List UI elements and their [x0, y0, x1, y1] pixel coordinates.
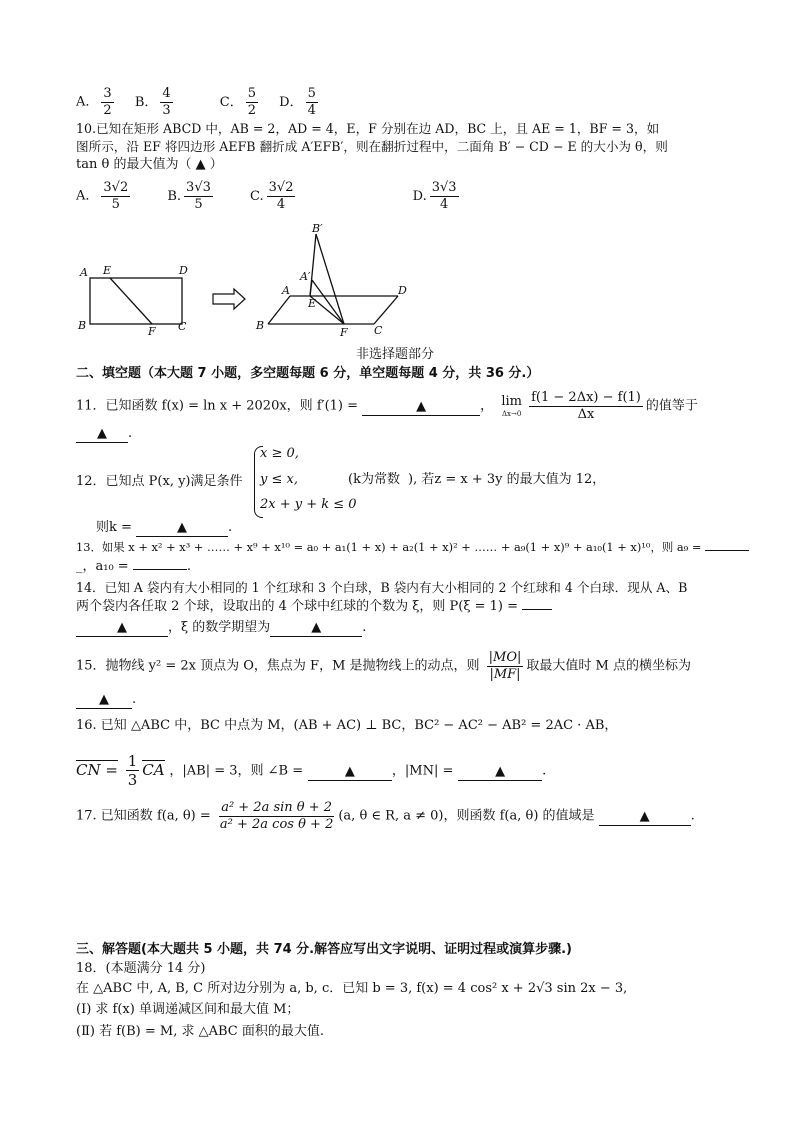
q10-figure [76, 222, 436, 342]
q12-line2: 则k = ▲ . [96, 520, 232, 537]
q10-option-b-label: B. [167, 188, 182, 204]
label-right-c: C [374, 324, 383, 337]
q10-option-b-fraction: $\frac{3√3}{5}$ [186, 180, 211, 212]
q14-line1: 14．已知 A 袋内有大小相同的 1 个红球和 3 个白球，B 袋内有大小相同的 2 个红球和 4 个白球．现从 A、B [76, 580, 688, 595]
q13-line1-text: 13．如果 x + x² + x³ + …… + x⁹ + x¹⁰ = a₀ + a₁(1 + x) + a₂(1 + x)² + …… + a₉(1 + x)⁹ + a₁₀(1 + x)¹⁰，则 a₉ = [76, 540, 702, 554]
label-right-b: B [256, 319, 265, 332]
q12-line2-text: 则k = [96, 520, 132, 535]
section2-title: 二、填空题（本大题 7 小题，多空题每题 6 分，单空题每题 4 分，共 36 分.） [76, 366, 540, 381]
q11-blank-1: ▲ [362, 399, 480, 416]
q11-line2: ▲ . [76, 426, 132, 443]
q10-options [76, 180, 462, 212]
q16-mn: ，|MN| = [391, 763, 454, 779]
q16-line2: CN = $\frac{1}{3}$ CA ，|AB| = 3，则 ∠B = ▲ ，|MN| = ▲ . [76, 752, 547, 789]
q11-lim-sub: Δx→0 [501, 409, 522, 418]
q15-post: 取最大值时 M 点的横坐标为 [526, 658, 691, 674]
label-left-b: B [78, 319, 87, 332]
figure-right-folded [268, 234, 398, 324]
q9-option-d-fraction: $\frac{5}{4}$ [307, 86, 316, 118]
q14-blank-1a [522, 609, 552, 610]
q10-option-d-fraction: $\frac{3√3}{4}$ [431, 180, 457, 212]
q17-blank: ▲ [599, 809, 691, 826]
q14-line2-text: 两个袋内各任取 2 个球，设取出的 4 个球中红球的个数为 ξ，则 P(ξ = 1) = [76, 599, 519, 614]
q13-line2a: _，a₁₀ = [76, 559, 129, 574]
q15-line2: ▲ . [76, 692, 136, 709]
q13-blank-a9 [705, 550, 749, 551]
q16-vector-cn: CN = [76, 760, 118, 779]
q11-lim-word: lim [501, 393, 522, 409]
q18-line1: 在 △ABC 中, A, B, C 所对边分别为 a, b, c．已知 b = 3, f(x) = 4 cos² x + 2√3 sin 2x − 3, [76, 981, 628, 996]
q9-option-b-label: B． [134, 94, 158, 110]
label-right-a-prime: A′ [300, 270, 311, 283]
edge-b-prime-f [316, 234, 344, 324]
q18-head: 18．(本题满分 14 分) [76, 961, 206, 976]
q14-line2 [76, 599, 552, 615]
label-right-e: E [308, 297, 317, 310]
label-right-b-prime: B′ [312, 222, 323, 235]
q10-option-a-label: A． [76, 188, 99, 204]
q11-post: 的值等于 [645, 398, 698, 414]
q11-limit [501, 394, 522, 419]
q12-condition-3: 2x + y + k ≤ 0 [260, 497, 357, 512]
q17-line: 17. 已知函数 f(a, θ) = $\frac{\text{a² + 2a sin θ + 2}}{\text{a² + 2a cos θ + 2}}$ (a, θ ∈ R, a ≠ 0)，则函数 f(a, θ) 的值域是 ▲ . [76, 800, 695, 832]
label-left-d: D [179, 264, 188, 277]
q15-line1 [76, 650, 691, 682]
q11-blank-2: ▲ [76, 426, 128, 443]
q12-condition-1: x ≥ 0, [260, 446, 299, 461]
q18-part2: (Ⅱ) 若 f(B) = M, 求 △ABC 面积的最大值. [76, 1024, 325, 1039]
q17-pre: 17. 已知函数 f(a, θ) = [76, 808, 211, 824]
label-left-a: A [80, 266, 88, 279]
q14-line3-mid: ，ξ 的数学期望为 [168, 620, 271, 635]
label-left-e: E [103, 264, 112, 277]
nonchoice-section-label: 非选择题部分 [356, 347, 435, 362]
label-right-f: F [340, 326, 348, 339]
label-right-d: D [398, 284, 407, 297]
q11-pre: 11．已知函数 f(x) = ln x + 2020x，则 f′(1) = [76, 398, 359, 414]
q13-blank-a10 [133, 569, 187, 570]
q11-fraction: $\frac{f(1 - 2\Delta x) - f(1)}{\Delta x}$ [531, 390, 641, 422]
q16-line1: 16. 已知 △ABC 中，BC 中点为 M，(AB + AC) ⊥ BC，BC² − AC² − AB² = 2AC · AB， [76, 718, 618, 733]
q14-line3: ▲ ，ξ 的数学期望为 ▲ . [76, 620, 366, 637]
q14-blank-2: ▲ [270, 620, 362, 637]
q16-vector-ca: CA [142, 760, 165, 779]
fold-line-ef [110, 278, 152, 324]
q16-blank-angle: ▲ [308, 764, 392, 781]
q15-pre: 15．抛物线 y² = 2x 顶点为 O，焦点为 F，M 是抛物线上的动点，则 [76, 658, 480, 674]
q10-line1: 10.已知在矩形 ABCD 中，AB = 2，AD = 4，E，F 分别在边 AD，BC 上，且 AE = 1，BF = 3，如 [76, 121, 660, 136]
q10-option-a-fraction: $\frac{3√2}{5}$ [103, 180, 129, 212]
q14-blank-1: ▲ [76, 620, 168, 637]
q12-post: ), 若z = x + 3y 的最大值为 12， [408, 472, 606, 487]
q13-line2 [76, 559, 191, 575]
q16-fraction: $\frac{1}{3}$ [127, 752, 138, 789]
arrow-icon [213, 289, 245, 309]
q15-fraction: $\frac{|MO|}{|MF|}$ [488, 650, 522, 682]
q18-part1: (Ⅰ) 求 f(x) 单调递减区间和最大值 M； [76, 1002, 300, 1017]
rect-abcd [90, 278, 182, 324]
q17-fraction: $\frac{\text{a² + 2a sin θ + 2}}{\text{a² + 2a cos θ + 2}}$ [219, 800, 334, 832]
q15-blank: ▲ [76, 692, 132, 709]
q11-line1: 11．已知函数 f(x) = ln x + 2020x，则 f′(1) = ▲ ， lim Δx→0 $\frac{f(1 - 2\Delta x) - f(1)}{\Delta x}$ 的值等于 [76, 390, 698, 422]
q12-condition-2: y ≤ x, [260, 472, 298, 487]
q10-line3: tan θ 的最大值为（ ▲ ） [76, 157, 223, 172]
q13-line1 [76, 540, 749, 554]
q10-option-c-fraction: $\frac{3√2}{4}$ [268, 180, 294, 212]
label-right-a: A [282, 284, 290, 297]
q12-pre: 12．已知点 P(x, y)满足条件 [76, 474, 243, 489]
edge-dc [374, 296, 398, 324]
label-left-c: C [178, 320, 187, 333]
q9-option-d-label: D． [279, 94, 303, 110]
q10-option-c-label: C. [250, 188, 264, 204]
q17-condition: (a, θ ∈ R, a ≠ 0)，则函数 f(a, θ) 的值域是 [338, 808, 595, 824]
q9-option-b-fraction: $\frac{4}{3}$ [162, 86, 171, 118]
q9-options [76, 86, 321, 118]
label-left-f: F [148, 325, 156, 338]
q9-option-a-fraction: $\frac{3}{2}$ [103, 86, 112, 118]
q9-option-c-label: C． [219, 94, 243, 110]
q13-line2b: . [186, 559, 191, 574]
q9-option-c-fraction: $\frac{5}{2}$ [247, 86, 257, 118]
q16-mid: ，|AB| = 3，则 ∠B = [169, 763, 304, 779]
q10-line2: 图所示，沿 EF 将四边形 AEFB 翻折成 A′EFB′，则在翻折过程中，二面角 B′ − CD − E 的大小为 θ，则 [76, 139, 668, 154]
edge-ab [268, 296, 290, 324]
q12-blank: ▲ [136, 520, 228, 537]
q10-option-d-label: D. [412, 188, 427, 204]
q9-option-a-label: A． [76, 94, 99, 110]
q16-blank-mn: ▲ [458, 764, 542, 781]
section3-title: 三、解答题(本大题共 5 小题，共 74 分.解答应写出文字说明、证明过程或演算步骤.) [76, 942, 572, 957]
q12-k-constant: (k为常数 [348, 472, 400, 487]
figure-left-rectangle [90, 278, 182, 324]
